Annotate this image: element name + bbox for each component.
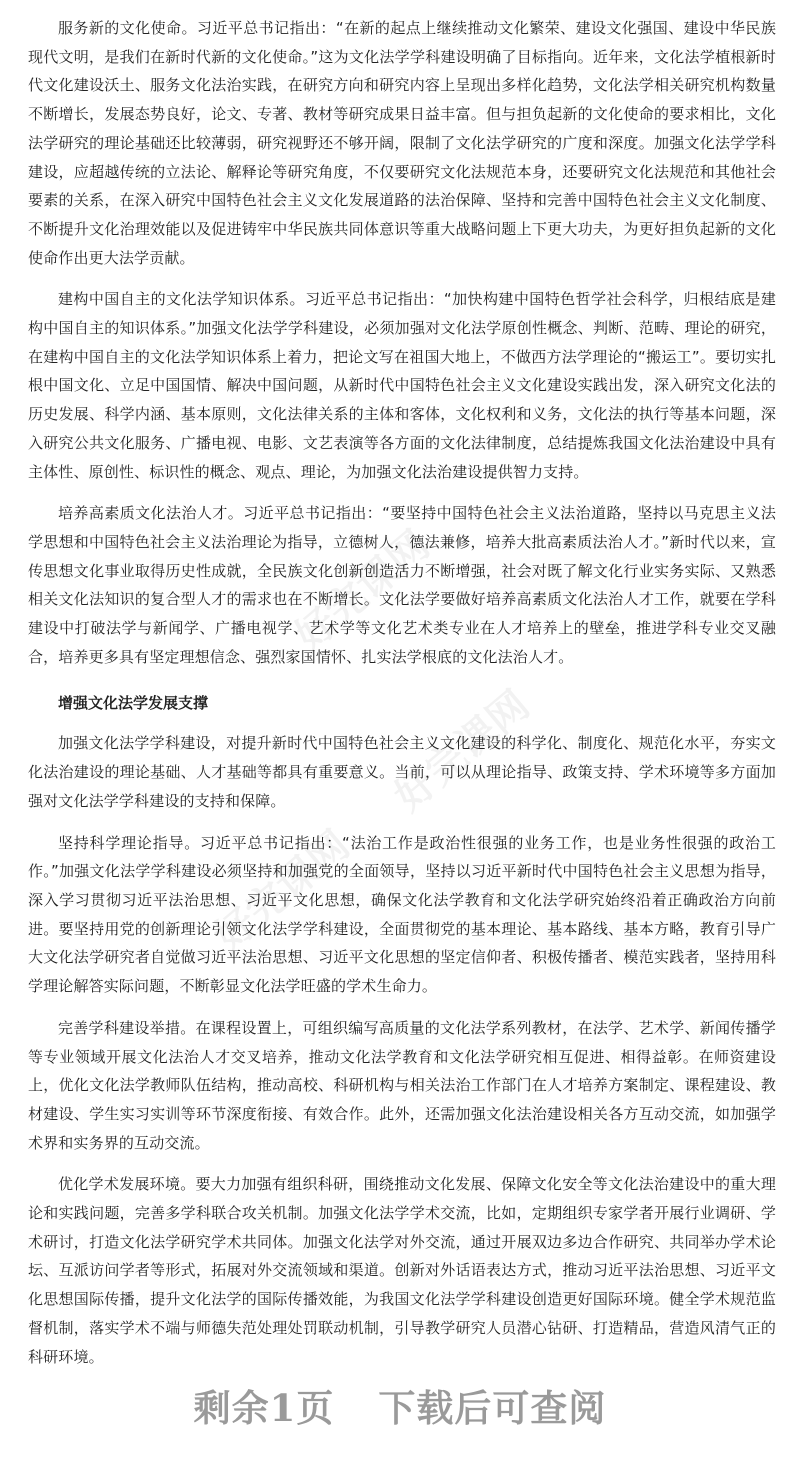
watermark: 好完课网 — [206, 822, 359, 961]
section-heading: 增强文化法学发展支撑 — [58, 694, 209, 713]
download-to-view-label[interactable]: 下载后可查阅 — [378, 1386, 607, 1430]
paragraph: 建构中国自主的文化法学知识体系。习近平总书记指出：“加快构建中国特色哲学社会科学，归根结底是建构中国自主的知识体系。”加强文化法学学科建设，必须加强对文化法学原创性概念、判断、范畴、理论的研究，在建构中国自主的文化法学知识体系上着力，把论文写在祖国大地上，不做西方法学理论的“搬运工”。要切实扎根中国文化、立足中国国情、解决中国问题，从新时代中国特色社会主义文化建设实践出发，深入研究文化法的历史发展、科学内涵、基本原则，文化法律关系的主体和客体，文化权利和义务，文化法的执行等基本问题，深入研究公共文化服务、广播电视、电影、文艺表演等各方面的文化法律制度，总结提炼我国文化法治建设中具有主体性、原创性、标识性的概念、观点、理论，为加强文化法治建设提供智力支持。 — [28, 290, 776, 481]
paragraph: 优化学术发展环境。要大力加强有组织科研，围绕推动文化发展、保障文化安全等文化法治建设中的重大理论和实践问题，完善多学科联合攻关机制。加强文化法学学术交流，比如，定期组织专家学者开展行业调研、学术研讨，打造文化法学研究学术共同体。加强文化法学对外交流，通过开展双边多边合作研究、共同举办学术论坛、互派访问学者等形式，拓展对外交流领域和渠道。创新对外话语表达方式，推动习近平法治思想、习近平文化思想国际传播，提升文化法学的国际传播效能，为我国文化法学学科建设创造更好国际环境。健全学术规范监督机制，落实学术不端与师德失范处理处罚联动机制，引导教学研究人员潜心钻研、打造精品，营造风清气正的科研环境。 — [28, 1175, 776, 1366]
paragraph: 培养高素质文化法治人才。习近平总书记指出：“要坚持中国特色社会主义法治道路，坚持以马克思主义法学思想和中国特色社会主义法治理论为指导，立德树人，德法兼修，培养大批高素质法治人才。”新时代以来，宣传思想文化事业取得历史性成就，全民族文化创新创造活力不断增强，社会对既了解文化行业实务实际、又熟悉相关文化法知识的复合型人才的需求也在不断增长。文化法学要做好培养高素质文化法治人才工作，就要在学科建设中打破法学与新闻学、广播电视学、艺术学等文化艺术类专业在人才培养上的壁垒，推进学科专业交叉融合，培养更多具有坚定理想信念、强烈家国情怀、扎实法学根底的文化法治人才。 — [28, 504, 776, 666]
paragraph: 加强文化法学学科建设，对提升新时代中国特色社会主义文化建设的科学化、制度化、规范化水平，夯实文化法治建设的理论基础、人才基础等都具有重要意义。当前，可以从理论指导、政策支持、学术环境等多方面加强对文化法学学科建设的支持和保障。 — [28, 734, 776, 810]
document-body — [28, 14, 776, 1384]
download-prompt[interactable] — [0, 1378, 800, 1432]
remaining-pages-label: 剩余1页 — [193, 1386, 335, 1430]
watermark: 好完课网 — [386, 682, 539, 821]
paragraph: 坚持科学理论指导。习近平总书记指出：“法治工作是政治性很强的业务工作，也是业务性很强的政治工作。”加强文化法学学科建设必须坚持和加强党的全面领导，坚持以习近平新时代中国特色社会主义思想为指导，深入学习贯彻习近平法治思想、习近平文化思想，确保文化法学教育和文化法学研究始终沿着正确政治方向前进。要坚持用党的创新理论引领文化法学学科建设，全面贯彻党的基本理论、基本路线、基本方略，教育引导广大文化法学研究者自觉做习近平法治思想、习近平文化思想的坚定信仰者、积极传播者、模范实践者，坚持用科学理论解答实际问题，不断彰显文化法学旺盛的学术生命力。 — [28, 833, 776, 996]
paragraph: 完善学科建设举措。在课程设置上，可组织编写高质量的文化法学系列教材，在法学、艺术学、新闻传播学等专业领域开展文化法治人才交叉培养，推动文化法学教育和文化法学研究相互促进、相得益彰。在师资建设上，优化文化法学教师队伍结构，推动高校、科研机构与相关法治工作部门在人才培养方案制定、课程建设、教材建设、学生实习实训等环节深度衔接、有效合作。此外，还需加强文化法治建设相关各方互动交流，如加强学术界和实务界的互动交流。 — [28, 1018, 776, 1152]
watermark: 好完课网 — [286, 522, 439, 661]
paragraph: 服务新的文化使命。习近平总书记指出：“在新的起点上继续推动文化繁荣、建设文化强国、建设中华民族现代文明，是我们在新时代新的文化使命。”这为文化法学学科建设明确了目标指向。近年来，文化法学植根新时代文化建设沃土、服务文化法治实践，在研究方向和研究内容上呈现出多样化趋势，文化法学相关研究机构数量不断增长，发展态势良好，论文、专著、教材等研究成果日益丰富。但与担负起新的文化使命的要求相比，文化法学研究的理论基础还比较薄弱，研究视野还不够开阔，限制了文化法学研究的广度和深度。加强文化法学学科建设，应超越传统的立法论、解释论等研究角度，不仅要研究文化法规范本身，还要研究文化法规范和其他社会要素的关系，在深入研究中国特色社会主义文化发展道路的法治保障、坚持和完善中国特色社会主义文化制度、不断提升文化治理效能以及促进铸牢中华民族共同体意识等重大战略问题上下更大功夫，为更好担负起新的文化使命作出更大法学贡献。 — [28, 19, 776, 267]
